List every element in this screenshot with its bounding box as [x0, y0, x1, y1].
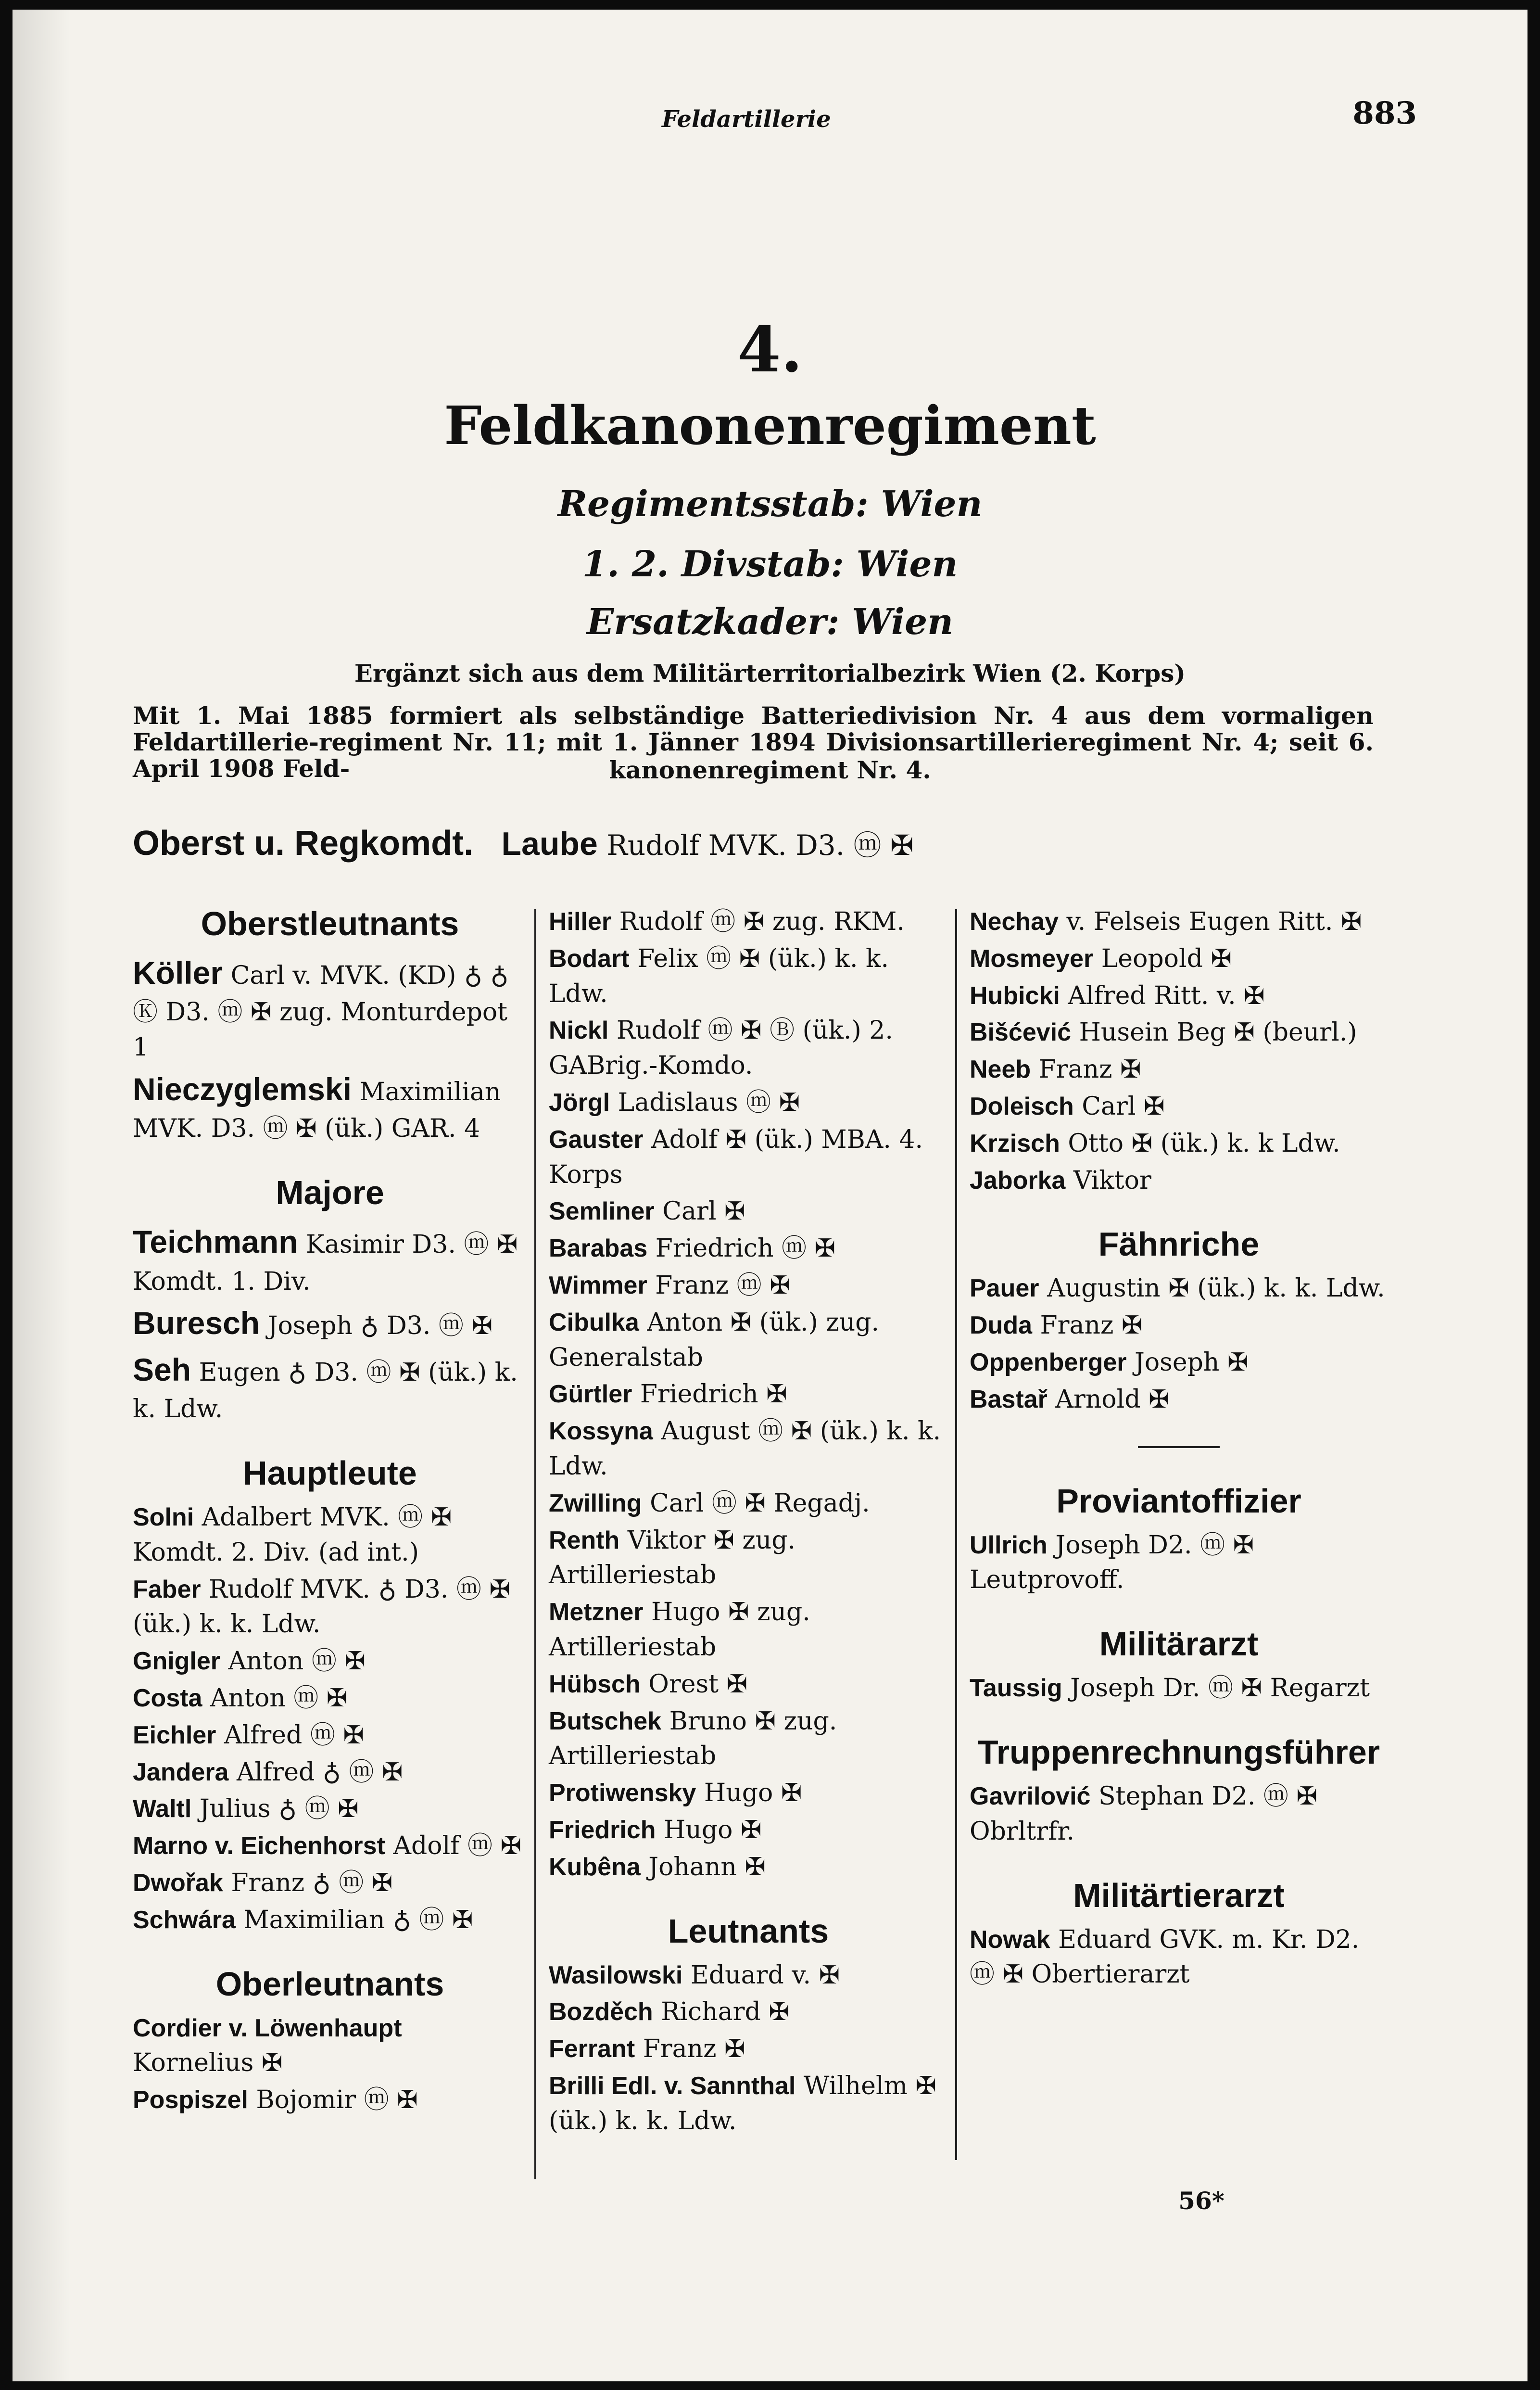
- list-item: Doleisch Carl ✠: [970, 1092, 1165, 1121]
- commander-name: Laube: [501, 826, 598, 862]
- list-item: Eichler Alfred ⓜ ✠: [133, 1720, 364, 1750]
- list-item: Friedrich Hugo ✠: [549, 1815, 762, 1844]
- list-item: Ullrich Joseph D2. ⓜ ✠ Leutprovoff.: [970, 1530, 1254, 1595]
- stab-line-regiment: Regimentsstab: Wien: [557, 483, 983, 525]
- list-item: Gavrilović Stephan D2. ⓜ ✠ Obrltrfr.: [970, 1781, 1318, 1846]
- list-item: Buresch Joseph ♁ D3. ⓜ ✠: [133, 1305, 493, 1341]
- list-item: Hubicki Alfred Ritt. v. ✠: [970, 981, 1265, 1010]
- list-item: Metzner Hugo ✠ zug. Artilleriestab: [549, 1598, 810, 1662]
- page-number: 883: [1352, 95, 1417, 131]
- list-item: Solni Adalbert MVK. ⓜ ✠ Komdt. 2. Div. (ad int.): [133, 1502, 452, 1567]
- list-item: Jörgl Ladislaus ⓜ ✠: [549, 1088, 800, 1117]
- column-left: [133, 904, 527, 2120]
- signature-mark: 56*: [1178, 2187, 1224, 2215]
- running-header: Feldartillerie: [662, 106, 831, 133]
- list-item: Cibulka Anton ✠ (ük.) zug. Generalstab: [549, 1308, 880, 1372]
- list-item: Nechay v. Felseis Eugen Ritt. ✠: [970, 907, 1362, 936]
- section-heading-fahnriche: Fähnriche: [1098, 1225, 1260, 1263]
- recruitment-note: Ergänzt sich aus dem Militärterritorialbezirk Wien (2. Korps): [354, 659, 1186, 687]
- list-item: Zwilling Carl ⓜ ✠ Regadj.: [549, 1488, 870, 1518]
- list-item: Bastař Arnold ✠: [970, 1385, 1170, 1414]
- list-item: Hübsch Orest ✠: [549, 1669, 748, 1699]
- list-item: Schwára Maximilian ♁ ⓜ ✠: [133, 1905, 473, 1934]
- section-heading-hauptleute: Hauptleute: [243, 1454, 417, 1492]
- list-item: Nickl Rudolf ⓜ ✠ Ⓑ (ük.) 2. GABrig.-Komdo.: [549, 1016, 893, 1081]
- section-divider: [1138, 1446, 1220, 1448]
- list-item: Kubêna Johann ✠: [549, 1852, 766, 1881]
- list-item: Bodart Felix ⓜ ✠ (ük.) k. k. Ldw.: [549, 944, 889, 1008]
- list-item: Cordier v. Löwenhaupt Kornelius ✠: [133, 2014, 402, 2078]
- list-item: Nieczyglemski Maximilian MVK. D3. ⓜ ✠ (ük.) GAR. 4: [133, 1071, 501, 1144]
- list-item: Nowak Eduard GVK. m. Kr. D2. ⓜ ✠ Obertierarzt: [970, 1925, 1360, 1989]
- commander-details: Rudolf MVK. D3. ⓜ ✠: [606, 829, 914, 862]
- document-page: [13, 10, 1527, 2381]
- list-item: Hiller Rudolf ⓜ ✠ zug. RKM.: [549, 907, 905, 936]
- list-item: Jandera Alfred ♁ ⓜ ✠: [133, 1757, 403, 1787]
- list-item: Pospiszel Bojomir ⓜ ✠: [133, 2085, 418, 2115]
- commander-row: [133, 823, 914, 863]
- list-item: Bišćević Husein Beg ✠ (beurl.): [970, 1018, 1357, 1047]
- list-item: Semliner Carl ✠: [549, 1197, 745, 1226]
- list-item: Mosmeyer Leopold ✠: [970, 944, 1232, 973]
- list-item: Gnigler Anton ⓜ ✠: [133, 1647, 366, 1676]
- list-item: Pauer Augustin ✠ (ük.) k. k. Ldw.: [970, 1274, 1385, 1303]
- stab-line-division: 1. 2. Divstab: Wien: [582, 544, 958, 585]
- list-item: Faber Rudolf MVK. ♁ D3. ⓜ ✠ (ük.) k. k. Ldw.: [133, 1575, 510, 1639]
- column-middle: [549, 904, 948, 2141]
- history-note: Mit 1. Mai 1885 formiert als selbständige Batteriedivision Nr. 4 aus dem vormaligen Feldartillerie-regiment Nr. 11; mit 1. Jänner 1894 Divisionsartillerieregiment Nr. 4; seit 6. April 1908 Feld-: [133, 701, 1374, 783]
- list-item: Costa Anton ⓜ ✠: [133, 1683, 348, 1713]
- history-note-last-line: kanonenregiment Nr. 4.: [609, 756, 931, 784]
- section-heading-militartierarzt: Militärtierarzt: [1073, 1876, 1285, 1914]
- commander-role: Oberst u. Regkomdt.: [133, 824, 474, 863]
- list-item: Köller Carl v. MVK. (KD) ♁ ♁ Ⓚ D3. ⓜ ✠ zug. Monturdepot 1: [133, 955, 509, 1062]
- list-item: Gürtler Friedrich ✠: [549, 1380, 787, 1409]
- list-item: Oppenberger Joseph ✠: [970, 1348, 1249, 1377]
- list-item: Bozděch Richard ✠: [549, 1997, 790, 2027]
- list-item: Brilli Edl. v. Sannthal Wilhelm ✠ (ük.) k. k. Ldw.: [549, 2071, 936, 2136]
- list-item: Wimmer Franz ⓜ ✠: [549, 1271, 791, 1300]
- stab-line-ersatz: Ersatzkader: Wien: [586, 601, 954, 643]
- section-heading-truppenrechnungsfuhrer: Truppenrechnungsführer: [977, 1733, 1380, 1771]
- list-item: Taussig Joseph Dr. ⓜ ✠ Regarzt: [970, 1674, 1370, 1703]
- list-item: Gauster Adolf ✠ (ük.) MBA. 4. Korps: [549, 1125, 923, 1189]
- column-right: [970, 904, 1388, 1994]
- list-item: Protiwensky Hugo ✠: [549, 1779, 802, 1808]
- list-item: Butschek Bruno ✠ zug. Artilleriestab: [549, 1706, 837, 1771]
- section-heading-oberleutnants: Oberleutnants: [215, 1965, 444, 2003]
- section-heading-leutnants: Leutnants: [668, 1912, 829, 1950]
- column-divider: [955, 909, 957, 2160]
- column-divider: [534, 909, 536, 2179]
- list-item: Jaborka Viktor: [970, 1166, 1151, 1195]
- list-item: Waltl Julius ♁ ⓜ ✠: [133, 1794, 359, 1824]
- list-item: Ferrant Franz ✠: [549, 2034, 745, 2064]
- section-heading-oberstleutnants: Oberstleutnants: [201, 905, 459, 942]
- list-item: Duda Franz ✠: [970, 1311, 1143, 1340]
- list-item: Seh Eugen ♁ D3. ⓜ ✠ (ük.) k. k. Ldw.: [133, 1351, 518, 1424]
- regiment-name: Feldkanonenregiment: [444, 394, 1096, 457]
- list-item: Teichmann Kasimir D3. ⓜ ✠ Komdt. 1. Div.: [133, 1224, 518, 1296]
- list-item: Neeb Franz ✠: [970, 1055, 1141, 1084]
- list-item: Renth Viktor ✠ zug. Artilleriestab: [549, 1526, 796, 1590]
- list-item: Dwořak Franz ♁ ⓜ ✠: [133, 1868, 393, 1897]
- list-item: Barabas Friedrich ⓜ ✠: [549, 1234, 836, 1263]
- section-heading-majore: Majore: [276, 1174, 384, 1212]
- list-item: Kossyna August ⓜ ✠ (ük.) k. k. Ldw.: [549, 1417, 941, 1481]
- section-heading-militararzt: Militärarzt: [1099, 1625, 1259, 1663]
- section-heading-proviantoffizier: Proviantoffizier: [1056, 1482, 1301, 1520]
- regiment-number: 4.: [737, 313, 803, 386]
- list-item: Wasilowski Eduard v. ✠: [549, 1960, 840, 1990]
- list-item: Marno v. Eichenhorst Adolf ⓜ ✠: [133, 1831, 522, 1861]
- list-item: Krzisch Otto ✠ (ük.) k. k Ldw.: [970, 1129, 1340, 1158]
